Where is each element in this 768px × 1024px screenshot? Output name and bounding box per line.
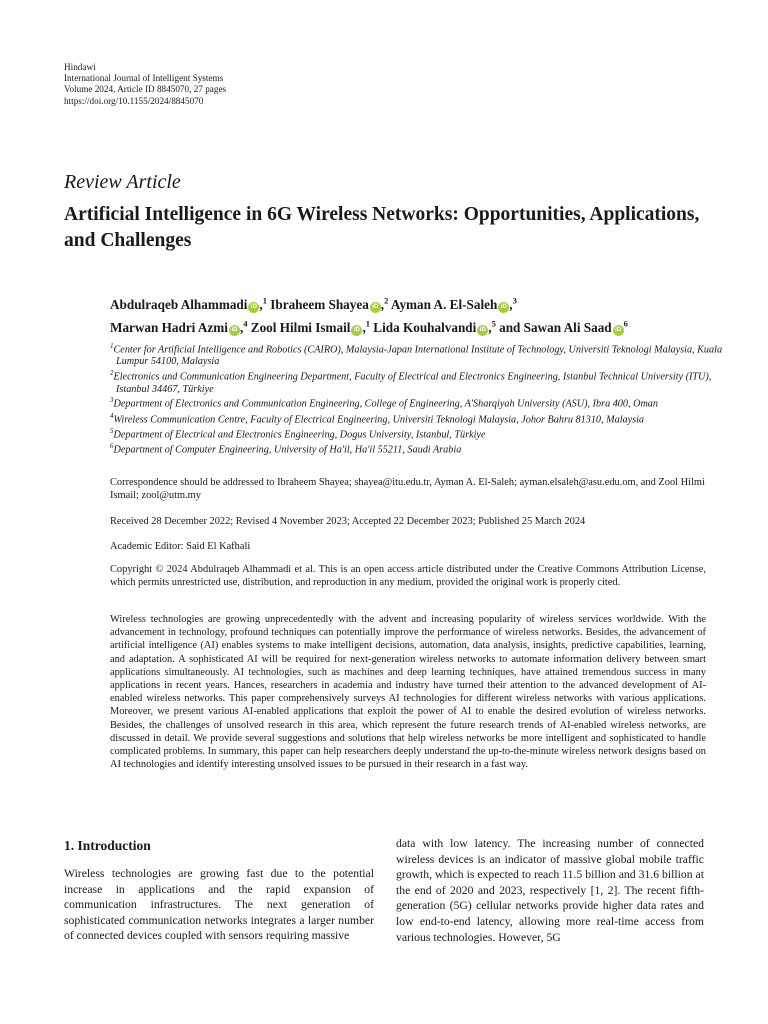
- orcid-icon[interactable]: iD: [370, 302, 381, 313]
- article-type: Review Article: [64, 171, 181, 193]
- author-name: Ayman A. El-Saleh: [390, 297, 498, 313]
- body-text-left-column: Wireless technologies are growing fast due to the potential increase in applications and the rapid expansion of communication infrastructures. The next generation of sophisticated communication networks integrates a larger number of connected devices coupled with sensors requiring massive: [64, 867, 374, 943]
- orcid-icon[interactable]: iD: [613, 325, 624, 336]
- publisher-name: Hindawi: [64, 62, 96, 72]
- orcid-icon[interactable]: iD: [351, 325, 362, 336]
- author: Zool Hilmi Ismail iD ,$^1$: [250, 318, 370, 335]
- affiliation-item: $^4$Wireless Communication Centre, Faculty of Electrical Engineering, Universiti Teknologi Malaysia, Johor Bahru 81310, Malaysia: [110, 411, 645, 426]
- author-name: Ibraheem Shayea: [270, 297, 369, 313]
- affiliation-item: $^2$Electronics and Communication Engineering Department, Faculty of Electrical and Electronics Engineering, Istanbul Technical University (ITU), Istanbul 34467, Türkiye: [110, 369, 712, 395]
- academic-editor: Academic Editor: Said El Kafhali: [110, 541, 251, 552]
- journal-name: International Journal of Intelligent Systems: [64, 73, 224, 84]
- orcid-icon[interactable]: iD: [498, 302, 509, 313]
- affiliation-item: $^5$Department of Electrical and Electronics Engineering, Dogus University, Istanbul, Türkiye: [110, 427, 486, 441]
- author: Ibraheem Shayea iD ,$^2$: [270, 296, 389, 313]
- orcid-icon[interactable]: iD: [248, 302, 259, 313]
- affiliation-item: $^6$Department of Computer Engineering, University of Ha'il, Ha'il 55211, Saudi Arabia: [110, 442, 462, 456]
- affiliation-ref: 3: [512, 296, 517, 306]
- affiliation-ref: 1: [365, 318, 370, 329]
- author-name: and Sawan Ali Saad: [499, 319, 612, 335]
- author-name: Zool Hilmi Ismail: [250, 319, 351, 335]
- author-name: Abdulraqeb Alhammadi: [110, 297, 248, 313]
- paper-title: Artificial Intelligence in 6G Wireless Networks: Opportunities, Applications, and Challenges: [64, 204, 700, 251]
- affiliation-ref: 2: [384, 296, 389, 306]
- journal-header: [64, 62, 226, 107]
- affiliation-ref: 1: [262, 296, 267, 306]
- affiliation-item: $^1$Center for Artificial Intelligence and Robotics (CAIRO), Malaysia-Japan International Institute of Technology, Universiti Teknologi Malaysia, Kuala Lumpur 54100, Malaysia: [110, 342, 723, 368]
- author-list: [110, 292, 730, 337]
- volume-info: Volume 2024, Article ID 8845070, 27 pages: [64, 84, 227, 95]
- author: Ayman A. El-Saleh iD ,$^3$: [390, 296, 517, 313]
- author: Abdulraqeb Alhammadi iD ,$^1$: [110, 296, 267, 313]
- affiliations: [110, 341, 730, 457]
- section-heading: 1. Introduction: [64, 838, 151, 853]
- copyright-notice: Copyright © 2024 Abdulraqeb Alhammadi et al. This is an open access article distributed under the Creative Commons Attribution License, which permits unrestricted use, distribution, and reproduction in any medium, provided the original work is properly cited.: [110, 564, 706, 589]
- orcid-icon[interactable]: iD: [477, 325, 488, 336]
- affiliation-ref: 4: [243, 318, 248, 329]
- author: Marwan Hadri Azmi iD ,$^4$: [110, 318, 248, 335]
- publication-dates: Received 28 December 2022; Revised 4 November 2023; Accepted 22 December 2023; Published 25 March 2024: [110, 516, 586, 527]
- author-name: Marwan Hadri Azmi: [110, 319, 228, 335]
- doi-link[interactable]: https://doi.org/10.1155/2024/8845070: [64, 95, 204, 106]
- abstract: Wireless technologies are growing unprecedentedly with the advent and increasing popularity of wireless services worldwide. With the advancement in technology, profound techniques can potentially improve the performance of wireless networks. Besides, the advancement of artificial intelligence (AI) enables systems to make intelligent decisions, automation, data analysis, insights, predictive capabilities, learning, and adaptation. A sophisticated AI will be required for next-generation wireless networks to automate information delivery between smart applications simultaneously. AI technologies, such as machines and deep learning techniques, have attained tremendous success in many applications in recent years. Hances, researchers in academia and industry have turned their attention to the advanced development of AI-enabled wireless networks. This paper comprehensively surveys AI technologies for different wireless networks with various applications. Moreover, we present various AI-enabled applications that exploit the power of AI to enable the desired evolution of wireless networks. Besides, the challenges of unsolved research in this area, which represent the future research trends of AI-enabled wireless networks, are discussed in detail. We provide several suggestions and solutions that help wireless networks be more intelligent and sophisticated to handle complicated problems. In summary, this paper can help researchers deeply understand the up-to-the-minute wireless network designs based on AI technologies and identify interesting unsolved issues to be pursued in their research in a fast way.: [110, 614, 706, 771]
- author: Lida Kouhalvandi iD ,$^5$: [373, 318, 496, 335]
- author: [499, 320, 628, 335]
- body-text-right-column: data with low latency. The increasing number of connected wireless devices is an indicator of massive global mobile traffic growth, which is expected to reach 11.5 billion and 31.6 billion at the end of 2020 and 2023, respectively [1, 2]. The recent fifth-generation (5G) cellular networks provide higher data rates and low end-to-end latency, allowing more real-time access from various technologies. However, 5G: [396, 837, 704, 944]
- orcid-icon[interactable]: iD: [229, 325, 240, 336]
- affiliation-item: $^3$Department of Electronics and Communication Engineering, College of Engineering, A'Sharqiyah University (ASU), Ibra 400, Oman: [110, 396, 658, 410]
- author-name: Lida Kouhalvandi: [373, 319, 477, 335]
- correspondence: Correspondence should be addressed to Ibraheem Shayea; shayea@itu.edu.tr, Ayman A. El-Saleh; ayman.elsaleh@asu.edu.om, and Zool Hilmi Ismail; zool@utm.my: [110, 477, 705, 502]
- affiliation-ref: 5: [491, 318, 496, 329]
- affiliation-ref: 6: [623, 318, 628, 329]
